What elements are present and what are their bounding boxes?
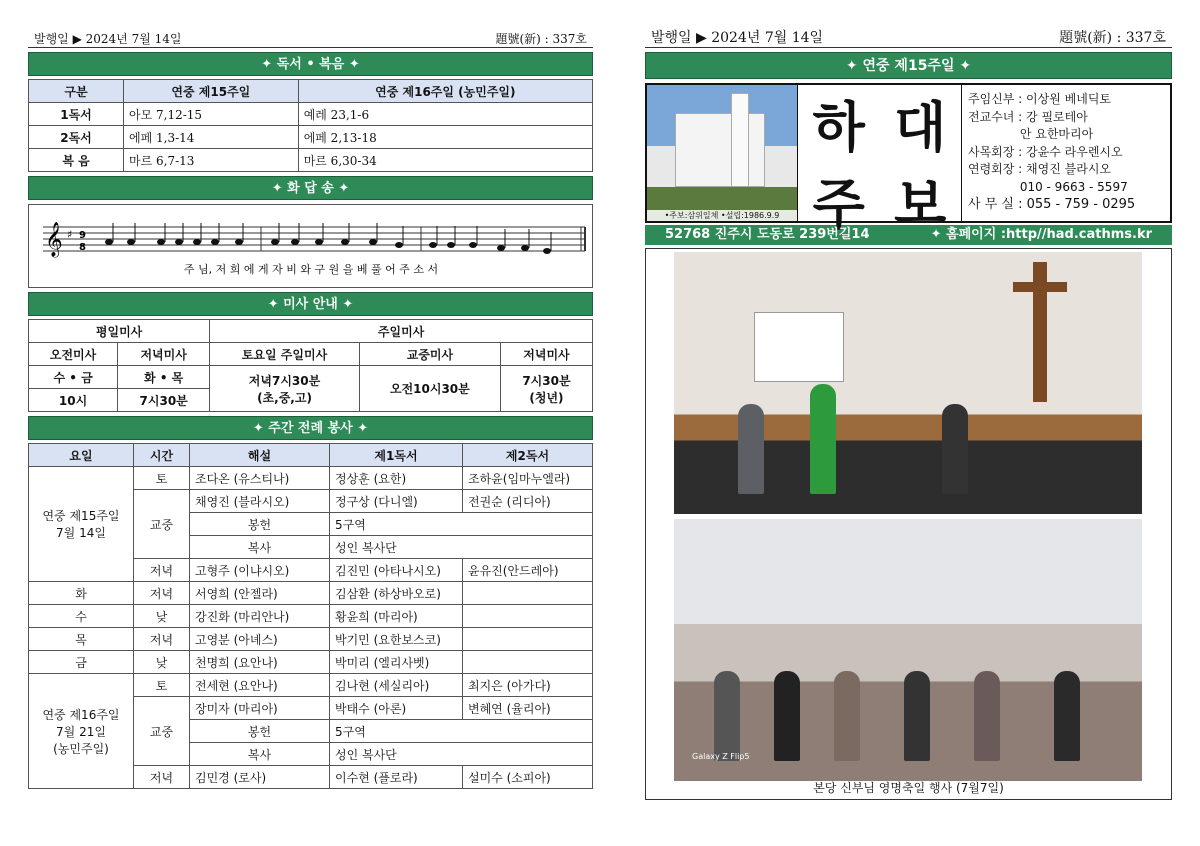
name-cell: 김진민 (아타나시오)	[330, 559, 463, 582]
group-cell: 5구역	[330, 720, 593, 743]
time-cell: 교중	[134, 697, 190, 766]
right-header	[645, 28, 1172, 48]
reading-ref: 마르 6,30-34	[298, 149, 592, 172]
name-cell: 박미리 (엘리사벳)	[330, 651, 463, 674]
mass-band: ✦ 미사 안내 ✦	[28, 292, 593, 316]
staff-line: 주임신부 : 이상원 베네딕토	[968, 92, 1111, 106]
right-page	[645, 28, 1172, 800]
name-cell: 황윤희 (마리아)	[330, 605, 463, 628]
mass-photo	[674, 252, 1142, 514]
staff-line: 010 - 9663 - 5597	[968, 179, 1128, 194]
weekday-mass-head: 평일미사	[29, 320, 210, 343]
staff-line: 안 요한마리아	[968, 127, 1094, 141]
table-row	[29, 582, 593, 605]
duty-band: ✦ 주간 전례 봉사 ✦	[28, 416, 593, 440]
issue-number: 題號(新) : 337호	[495, 32, 587, 46]
time-cell: 교중	[134, 490, 190, 559]
title-char: 대	[894, 95, 947, 159]
time-cell: 저녁	[134, 582, 190, 605]
week2-date: 7월 21일	[56, 724, 106, 739]
time-cell: 낮	[134, 605, 190, 628]
issue-date: 발행일 ▶ 2024년 7월 14일	[34, 32, 182, 46]
name-cell: 정구상 (다니엘)	[330, 490, 463, 513]
mass-sub: 오전미사	[29, 343, 118, 366]
name-cell: 최지은 (아가다)	[463, 674, 593, 697]
photo-caption: 본당 신부님 영명축일 행사 (7월7일)	[813, 781, 1004, 795]
mass-days: 화 • 목	[118, 366, 210, 389]
group-cell: 성인 복사단	[330, 536, 593, 559]
bulletin-title	[797, 85, 962, 236]
time-cell: 토	[134, 467, 190, 490]
mass-sub: 저녁미사	[118, 343, 210, 366]
duty-col: 해설	[190, 444, 330, 467]
church-building	[675, 113, 765, 187]
guitarist	[942, 404, 968, 494]
group-cell: 5구역	[330, 513, 593, 536]
staff-list	[962, 85, 1170, 221]
table-row	[29, 605, 593, 628]
svg-text:♯: ♯	[67, 228, 73, 241]
evening-time: 7시30분	[522, 373, 571, 388]
table-row	[29, 628, 593, 651]
mass-time: 10시	[29, 389, 118, 412]
phone-watermark: Galaxy Z Flip5	[692, 752, 750, 761]
mass-sub: 저녁미사	[500, 343, 592, 366]
church-caption: •주보:삼위일체 •설립:1986.9.9	[647, 210, 797, 221]
name-cell: 전권순 (리디아)	[463, 490, 593, 513]
empty-cell	[463, 605, 593, 628]
readings-table	[28, 79, 593, 172]
duty-col: 시간	[134, 444, 190, 467]
day-cell: 화	[29, 582, 134, 605]
readings-band: ✦ 독서 • 복음 ✦	[28, 52, 593, 76]
table-row	[29, 126, 593, 149]
reading-label: 1독서	[29, 103, 124, 126]
homepage: ✦ 홈페이지 :http//had.cathms.kr	[930, 227, 1152, 242]
duty-table	[28, 443, 593, 789]
feast-photo	[674, 519, 1142, 781]
empty-cell	[463, 582, 593, 605]
readings-col: 연중 제16주일 (농민주일)	[298, 80, 592, 103]
staff-line: 연령회장 : 채영진 블라시오	[968, 162, 1111, 176]
table-row	[29, 651, 593, 674]
group-cell: 성인 복사단	[330, 743, 593, 766]
name-cell: 윤유진(안드레아)	[463, 559, 593, 582]
title-char: 주	[812, 172, 865, 236]
priest	[810, 384, 836, 494]
role-cell: 복사	[190, 743, 330, 766]
reading-ref: 에페 2,13-18	[298, 126, 592, 149]
day-cell: 수	[29, 605, 134, 628]
name-cell: 김삼환 (하상바오로)	[330, 582, 463, 605]
svg-text:𝄞: 𝄞	[45, 222, 63, 257]
staff-line: 전교수녀 : 강 필로테아	[968, 109, 1088, 124]
sunday-evening-time	[500, 366, 592, 412]
left-header	[28, 28, 593, 48]
address: 52768 진주시 도동로 239번길14	[665, 227, 870, 242]
name-cell: 고형주 (이냐시오)	[190, 559, 330, 582]
mass-time: 7시30분	[118, 389, 210, 412]
name-cell: 김나현 (세실리아)	[330, 674, 463, 697]
hymn-score	[28, 204, 593, 288]
empty-cell	[463, 651, 593, 674]
week2-label	[29, 674, 134, 789]
name-cell: 조다온 (유스티나)	[190, 467, 330, 490]
cross-bar	[1013, 282, 1067, 292]
person	[834, 671, 860, 761]
svg-text:9: 9	[79, 230, 86, 241]
name-cell: 정상훈 (요한)	[330, 467, 463, 490]
person	[1054, 671, 1080, 761]
church-tower	[731, 93, 749, 187]
reading-label: 복 음	[29, 149, 124, 172]
duty-col: 제2독서	[463, 444, 593, 467]
music-staff	[29, 205, 592, 287]
table-row	[29, 674, 593, 697]
week2-note: (농민주일)	[53, 741, 109, 756]
main-mass-time: 오전10시30분	[359, 366, 500, 412]
reading-label: 2독서	[29, 126, 124, 149]
name-cell: 박태수 (아론)	[330, 697, 463, 720]
name-cell: 설미수 (소피아)	[463, 766, 593, 789]
time-cell: 저녁	[134, 559, 190, 582]
name-cell: 서영희 (안젤라)	[190, 582, 330, 605]
person	[904, 671, 930, 761]
week1-title: 연중 제15주일	[42, 509, 120, 523]
person	[974, 671, 1000, 761]
staff-line: 사 무 실 : 055 - 759 - 0295	[968, 197, 1136, 212]
title-char: 하	[812, 95, 865, 159]
person	[738, 404, 764, 494]
table-row	[29, 103, 593, 126]
role-cell: 봉헌	[190, 513, 330, 536]
role-cell: 복사	[190, 536, 330, 559]
empty-cell	[463, 628, 593, 651]
name-cell: 장미자 (마리아)	[190, 697, 330, 720]
left-page	[28, 28, 593, 789]
saturday-mass-time	[210, 366, 360, 412]
readings-col: 연중 제15주일	[124, 80, 299, 103]
name-cell: 김민경 (로사)	[190, 766, 330, 789]
mass-days: 수 • 금	[29, 366, 118, 389]
name-cell: 고영분 (아녜스)	[190, 628, 330, 651]
reading-ref: 마르 6,7-13	[124, 149, 299, 172]
evening-note: (청년)	[529, 390, 564, 405]
mass-table	[28, 319, 593, 412]
reading-ref: 예레 23,1-6	[298, 103, 592, 126]
issue-number: 題號(新) : 337호	[1059, 30, 1166, 46]
saturday-time: 저녁7시30분	[248, 373, 321, 388]
week1-date: 7월 14일	[56, 526, 106, 540]
reading-ref: 아모 7,12-15	[124, 103, 299, 126]
week1-label	[29, 467, 134, 582]
name-cell: 전세현 (요안나)	[190, 674, 330, 697]
readings-col: 구분	[29, 80, 124, 103]
name-cell: 변혜연 (율리아)	[463, 697, 593, 720]
time-cell: 저녁	[134, 766, 190, 789]
church-photo	[647, 85, 797, 221]
person	[774, 671, 800, 761]
mass-sub: 토요일 주일미사	[210, 343, 360, 366]
table-row	[29, 467, 593, 490]
hymn-lyrics: 주 님, 저 희 에 게 자 비 와 구 원 을 베 풀 어 주 소 서	[183, 263, 439, 276]
staff-line: 사목회장 : 강윤수 라우렌시오	[968, 144, 1123, 159]
time-cell: 낮	[134, 651, 190, 674]
table-row	[29, 149, 593, 172]
time-cell: 토	[134, 674, 190, 697]
day-cell: 금	[29, 651, 134, 674]
sunday-mass-head: 주일미사	[210, 320, 593, 343]
reading-ref: 에페 1,3-14	[124, 126, 299, 149]
name-cell: 강진화 (마리안나)	[190, 605, 330, 628]
name-cell: 이수현 (플로라)	[330, 766, 463, 789]
issue-date: 발행일 ▶ 2024년 7월 14일	[651, 30, 824, 46]
svg-text:8: 8	[79, 242, 86, 253]
day-cell: 목	[29, 628, 134, 651]
name-cell: 박기민 (요한보스코)	[330, 628, 463, 651]
projector-screen	[754, 312, 844, 382]
role-cell: 봉헌	[190, 720, 330, 743]
name-cell: 조하윤(임마누엘라)	[463, 467, 593, 490]
photo-panel	[645, 248, 1172, 800]
time-cell: 저녁	[134, 628, 190, 651]
saturday-note: (초,중,고)	[257, 390, 312, 405]
title-char: 보	[894, 172, 947, 236]
person	[714, 671, 740, 761]
hymn-band: ✦ 화 답 송 ✦	[28, 176, 593, 200]
duty-col: 요일	[29, 444, 134, 467]
name-cell: 채영진 (블라시오)	[190, 490, 330, 513]
name-cell: 천명희 (요안나)	[190, 651, 330, 674]
duty-col: 제1독서	[330, 444, 463, 467]
week2-title: 연중 제16주일	[42, 707, 120, 722]
sunday-band: ✦ 연중 제15주일 ✦	[645, 52, 1172, 79]
mass-sub: 교중미사	[359, 343, 500, 366]
